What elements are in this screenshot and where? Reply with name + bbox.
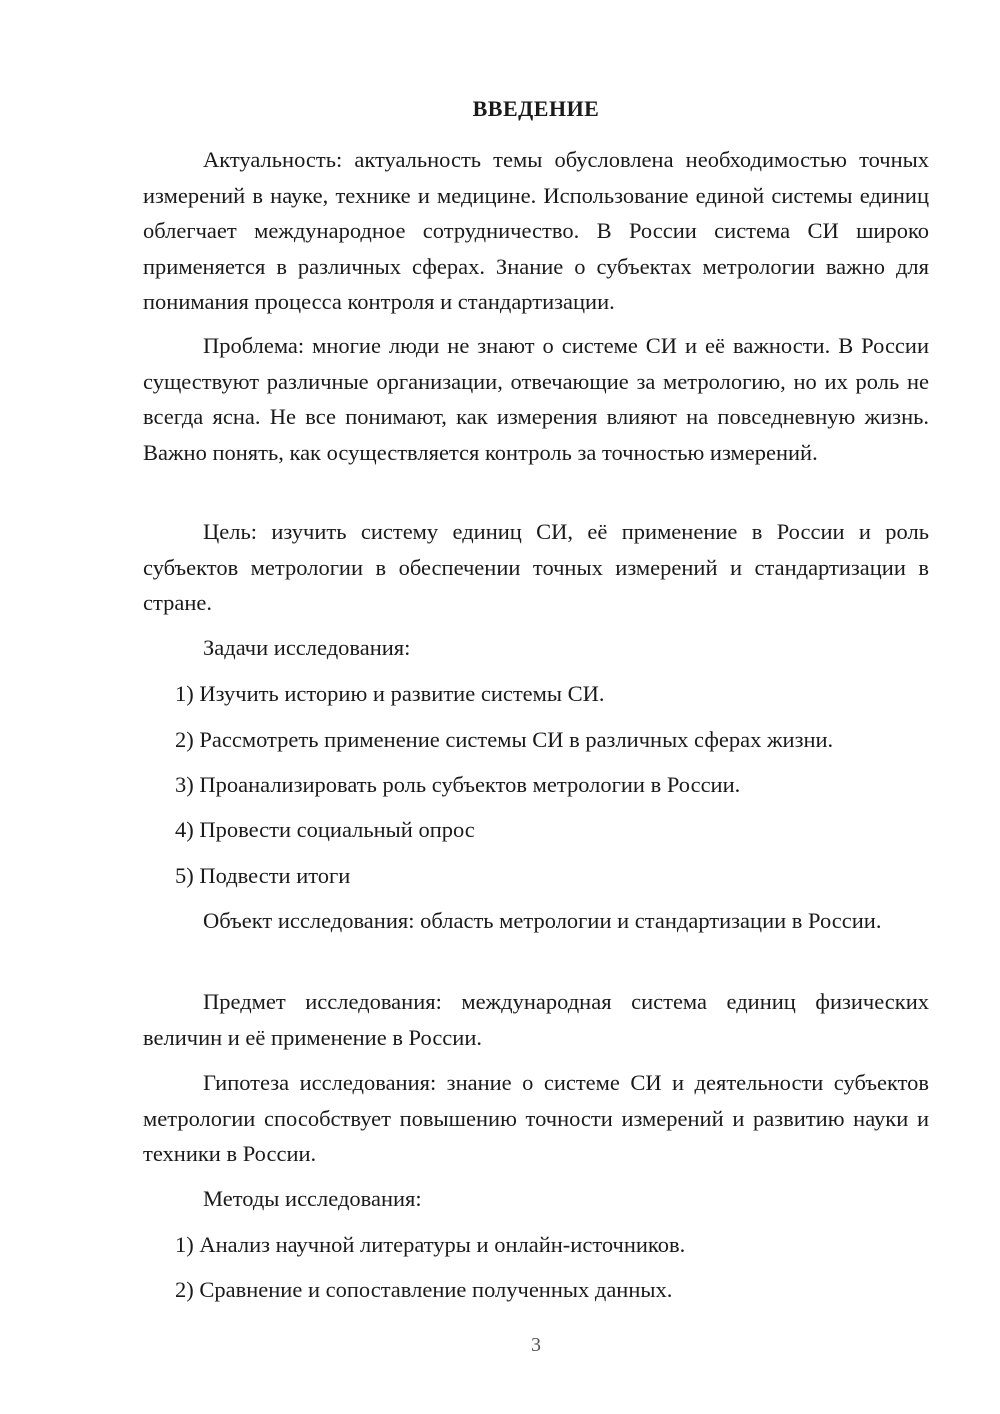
- task-item-2: 2) Рассмотреть применение системы СИ в различных сферах жизни.: [175, 727, 834, 752]
- page-title: ВВЕДЕНИЕ: [472, 96, 600, 121]
- method-item-2: 2) Сравнение и сопоставление полученных данных.: [175, 1277, 673, 1302]
- document-page: [143, 0, 929, 1414]
- subject-paragraph: Предмет исследования: международная система единиц физических величин и её применение в России.: [143, 989, 929, 1050]
- object-paragraph: Объект исследования: область метрологии и стандартизации в России.: [203, 908, 882, 933]
- task-item-5: 5) Подвести итоги: [175, 863, 351, 888]
- method-item-1: 1) Анализ научной литературы и онлайн-источников.: [175, 1232, 686, 1257]
- tasks-heading: Задачи исследования:: [203, 635, 411, 660]
- relevance-paragraph: Актуальность: актуальность темы обусловлена необходимостью точных измерений в науке, технике и медицине. Использование единой системы единиц облегчает международное сотрудничество. В России система СИ широко применяется в различных сферах. Знание о субъектах метрологии важно для понимания процесса контроля и стандартизации.: [143, 147, 929, 314]
- task-item-1: 1) Изучить историю и развитие системы СИ.: [175, 681, 605, 706]
- methods-heading: Методы исследования:: [203, 1186, 422, 1211]
- task-item-4: 4) Провести социальный опрос: [175, 817, 475, 842]
- task-item-3: 3) Проанализировать роль субъектов метрологии в России.: [175, 772, 741, 797]
- page-number: 3: [531, 1334, 541, 1356]
- hypothesis-paragraph: Гипотеза исследования: знание о системе СИ и деятельности субъектов метрологии способствует повышению точности измерений и развитию науки и техники в России.: [143, 1070, 929, 1166]
- problem-paragraph: Проблема: многие люди не знают о системе СИ и её важности. В России существуют различные организации, отвечающие за метрологию, но их роль не всегда ясна. Не все понимают, как измерения влияют на повседневную жизнь. Важно понять, как осуществляется контроль за точностью измерений.: [143, 333, 929, 465]
- goal-paragraph: Цель: изучить систему единиц СИ, её применение в России и роль субъектов метрологии в обеспечении точных измерений и стандартизации в стране.: [143, 519, 929, 615]
